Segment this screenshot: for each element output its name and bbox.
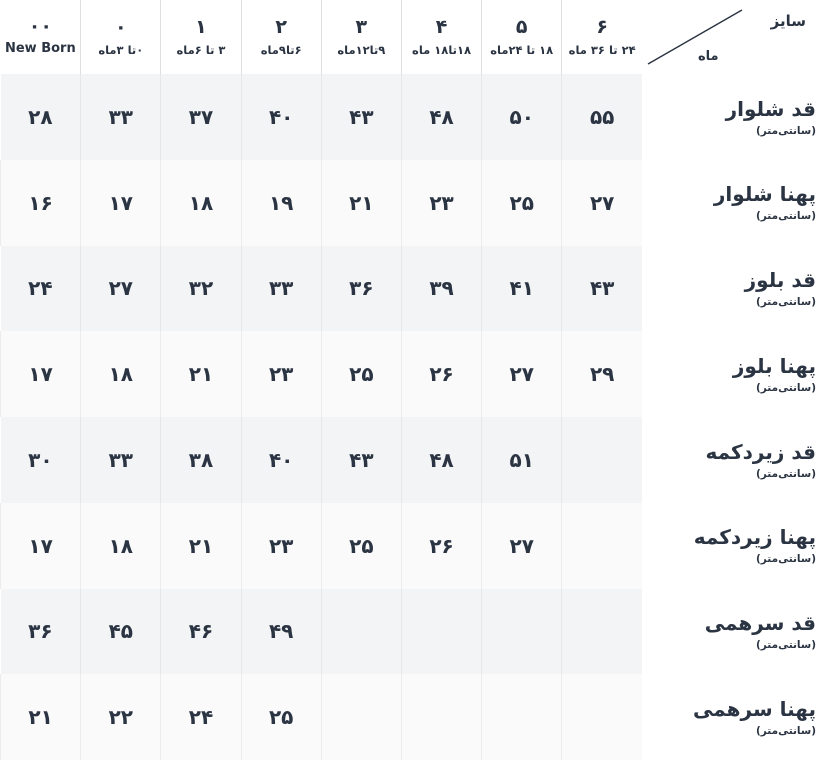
- table-row: [1, 246, 828, 332]
- measurement-cell: ۲۷: [81, 246, 161, 332]
- row-unit: (سانتی‌متر): [755, 639, 816, 652]
- row-label: پهنا بلوز: [732, 353, 816, 378]
- row-unit: (سانتی‌متر): [755, 124, 816, 137]
- measurement-cell: ۳۹: [401, 246, 481, 332]
- header-size-age: ۰تا ۳ماه: [98, 42, 144, 57]
- row-unit: (سانتی‌متر): [755, 296, 816, 309]
- measurement-cell: ۲۷: [562, 160, 642, 246]
- measurement-cell: ۳۰: [1, 417, 81, 503]
- header-size-age: ۶تا۹ماه: [260, 42, 302, 57]
- header-size-c4: [401, 0, 481, 74]
- header-size-number: ۶: [596, 15, 608, 38]
- table-body: [1, 74, 828, 760]
- row-label: قد بلوز: [744, 268, 816, 293]
- measurement-cell: ۴۳: [321, 74, 401, 160]
- header-size-c00: [1, 0, 81, 74]
- table-row: [1, 160, 828, 246]
- measurement-cell: ۲۲: [81, 674, 161, 760]
- measurement-cell: ۲۴: [1, 246, 81, 332]
- measurement-cell: ۵۵: [562, 74, 642, 160]
- header-size-age: ۱۸ تا ۲۴ماه: [490, 42, 554, 57]
- header-size-c5: [482, 0, 562, 74]
- measurement-cell: ۲۱: [321, 160, 401, 246]
- measurement-cell: ۴۶: [161, 589, 241, 675]
- measurement-cell: ۲۷: [482, 331, 562, 417]
- row-label: پهنا سرهمی: [693, 696, 816, 721]
- table-row: [1, 417, 828, 503]
- table-header: [1, 0, 828, 74]
- header-size-c3: [321, 0, 401, 74]
- row-label-cell: [642, 417, 828, 503]
- measurement-cell: [401, 589, 481, 675]
- measurement-cell: ۳۳: [241, 246, 321, 332]
- row-label-cell: [642, 503, 828, 589]
- header-size-number: ۲: [275, 15, 287, 38]
- measurement-cell: ۱۸: [81, 503, 161, 589]
- table-row: [1, 331, 828, 417]
- header-size-number: ۵: [515, 15, 528, 38]
- measurement-cell: [562, 503, 642, 589]
- corner-month-label: ماه: [698, 49, 719, 64]
- measurement-cell: [321, 589, 401, 675]
- row-unit: (سانتی‌متر): [755, 467, 816, 480]
- measurement-cell: ۳۶: [321, 246, 401, 332]
- measurement-cell: ۲۵: [321, 331, 401, 417]
- header-size-age: New Born: [4, 41, 76, 57]
- header-row: [1, 0, 828, 74]
- measurement-cell: ۲۱: [161, 331, 241, 417]
- row-unit: (سانتی‌متر): [755, 210, 816, 223]
- row-label-cell: [642, 246, 828, 332]
- measurement-cell: ۲۵: [482, 160, 562, 246]
- header-corner: [642, 0, 828, 74]
- row-label: قد شلوار: [725, 96, 816, 121]
- table-row: [1, 503, 828, 589]
- measurement-cell: ۱۸: [161, 160, 241, 246]
- row-unit: (سانتی‌متر): [755, 381, 816, 394]
- measurement-cell: ۳۷: [161, 74, 241, 160]
- measurement-cell: [401, 674, 481, 760]
- measurement-cell: ۳۸: [161, 417, 241, 503]
- measurement-cell: ۴۸: [401, 74, 481, 160]
- row-label-cell: [642, 160, 828, 246]
- table-row: [1, 589, 828, 675]
- row-label-cell: [642, 74, 828, 160]
- row-label: پهنا شلوار: [713, 182, 816, 207]
- measurement-cell: [562, 674, 642, 760]
- measurement-cell: ۲۱: [1, 674, 81, 760]
- measurement-cell: ۳۶: [1, 589, 81, 675]
- measurement-cell: ۳۳: [81, 417, 161, 503]
- measurement-cell: ۱۷: [1, 503, 81, 589]
- measurement-cell: ۴۱: [482, 246, 562, 332]
- measurement-cell: ۵۱: [482, 417, 562, 503]
- header-size-number: ۰: [114, 15, 127, 38]
- measurement-cell: [562, 589, 642, 675]
- row-label-cell: [642, 589, 828, 675]
- header-size-c6: [562, 0, 642, 74]
- row-label-cell: [642, 674, 828, 760]
- measurement-cell: ۳۲: [161, 246, 241, 332]
- measurement-cell: ۲۶: [401, 331, 481, 417]
- table-row: [1, 674, 828, 760]
- measurement-cell: ۲۳: [241, 331, 321, 417]
- measurement-cell: ۴۳: [321, 417, 401, 503]
- measurement-cell: ۲۵: [321, 503, 401, 589]
- header-size-number: ۰۰: [28, 14, 52, 37]
- measurement-cell: [562, 417, 642, 503]
- measurement-cell: ۲۵: [241, 674, 321, 760]
- measurement-cell: ۱۷: [1, 331, 81, 417]
- measurement-cell: ۲۷: [482, 503, 562, 589]
- measurement-cell: ۱۹: [241, 160, 321, 246]
- measurement-cell: ۴۵: [81, 589, 161, 675]
- row-label-cell: [642, 331, 828, 417]
- header-size-c2: [241, 0, 321, 74]
- row-label: قد سرهمی: [704, 611, 816, 636]
- header-size-number: ۱: [195, 15, 207, 38]
- measurement-cell: ۲۸: [1, 74, 81, 160]
- row-label: پهنا زیردکمه: [693, 525, 816, 550]
- header-size-c0: [81, 0, 161, 74]
- header-size-age: ۲۴ تا ۳۶ ماه: [568, 42, 636, 57]
- header-size-age: ۹تا۱۲ماه: [337, 42, 386, 57]
- measurement-cell: ۲۱: [161, 503, 241, 589]
- header-size-age: ۳ تا ۶ماه: [176, 42, 226, 57]
- measurement-cell: [482, 674, 562, 760]
- measurement-cell: ۴۸: [401, 417, 481, 503]
- measurement-cell: ۲۹: [562, 331, 642, 417]
- row-label: قد زیردکمه: [705, 439, 816, 464]
- measurement-cell: ۵۰: [482, 74, 562, 160]
- header-size-number: ۳: [355, 15, 368, 38]
- header-size-c1: [161, 0, 241, 74]
- measurement-cell: ۲۶: [401, 503, 481, 589]
- measurement-cell: ۴۳: [562, 246, 642, 332]
- header-size-number: ۴: [435, 15, 448, 38]
- measurement-cell: [321, 674, 401, 760]
- header-size-age: ۱۸تا۱۸ ماه: [412, 42, 472, 57]
- row-unit: (سانتی‌متر): [755, 553, 816, 566]
- table-row: [1, 74, 828, 160]
- corner-size-label: سایز: [770, 12, 806, 30]
- measurement-cell: ۱۶: [1, 160, 81, 246]
- measurement-cell: ۲۴: [161, 674, 241, 760]
- measurement-cell: ۴۰: [241, 417, 321, 503]
- measurement-cell: ۴۹: [241, 589, 321, 675]
- measurement-cell: ۲۳: [401, 160, 481, 246]
- measurement-cell: ۱۷: [81, 160, 161, 246]
- measurement-cell: [482, 589, 562, 675]
- row-unit: (سانتی‌متر): [755, 724, 816, 737]
- measurement-cell: ۴۰: [241, 74, 321, 160]
- measurement-cell: ۳۳: [81, 74, 161, 160]
- measurement-cell: ۲۳: [241, 503, 321, 589]
- measurement-cell: ۱۸: [81, 331, 161, 417]
